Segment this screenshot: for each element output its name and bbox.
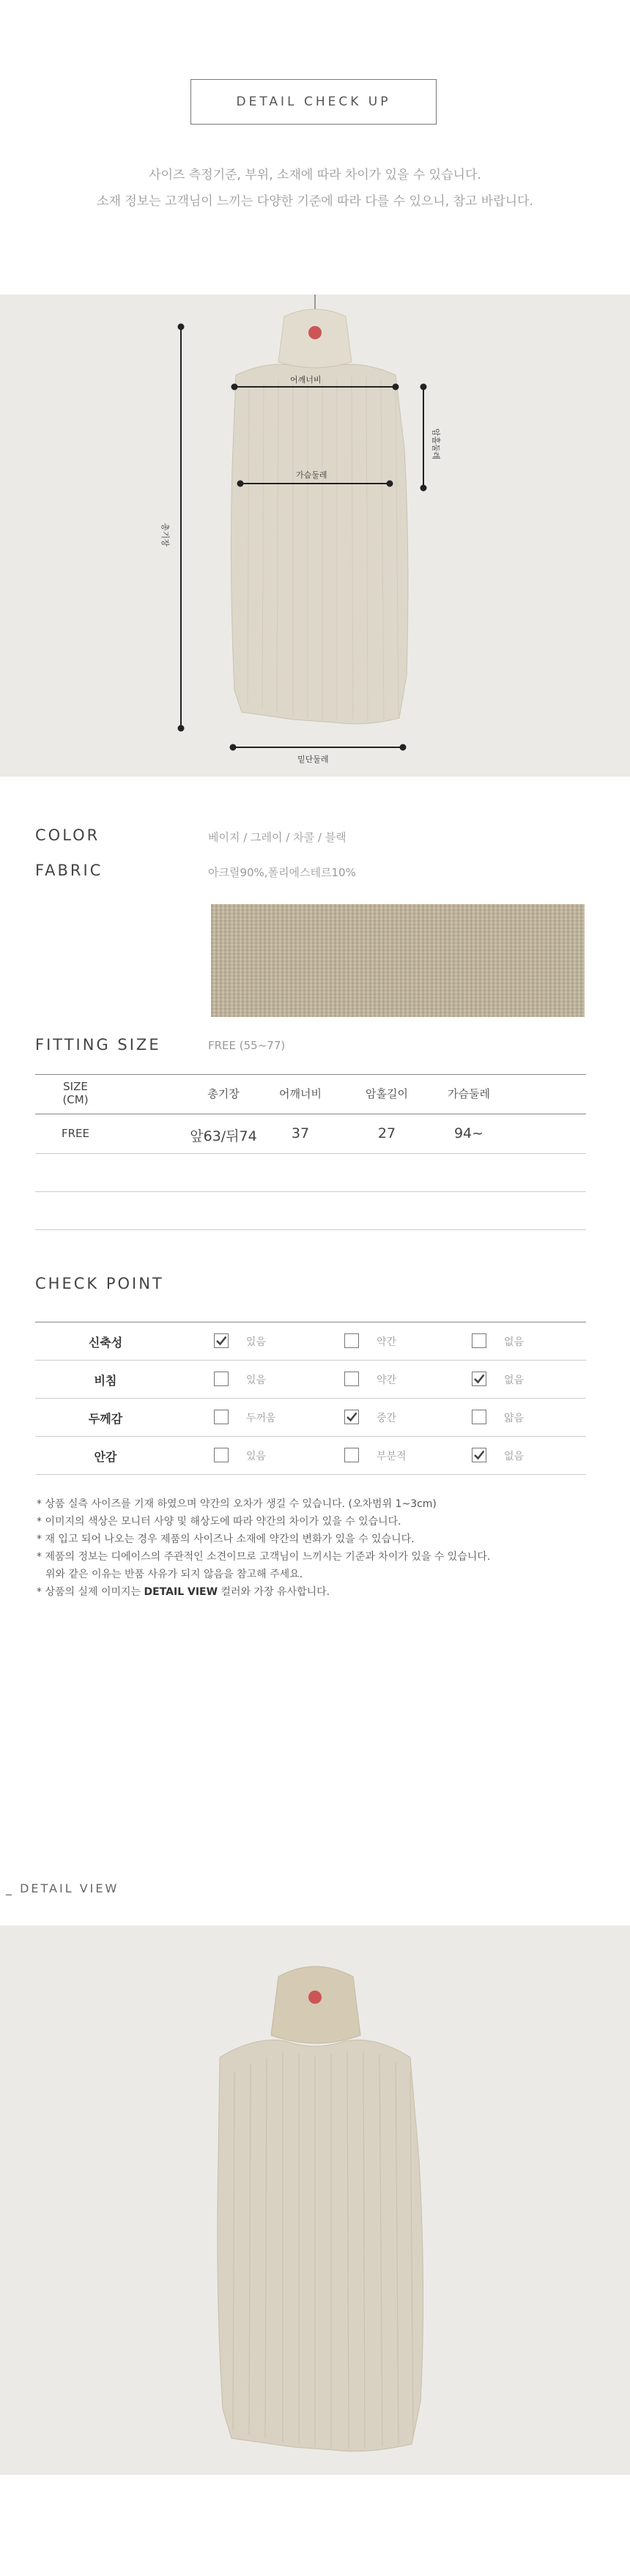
checkbox[interactable]	[344, 1372, 359, 1386]
color-value: 베이지 / 그레이 / 차콜 / 블랙	[208, 831, 346, 844]
note-6-emphasis: DETAIL VIEW	[144, 1586, 218, 1598]
fitting-header-shoulder: 어깨너비	[279, 1087, 322, 1100]
checkbox-label: 얇음	[504, 1413, 525, 1424]
checkbox-label: 부분적	[377, 1451, 407, 1462]
checkbox-label: 두꺼움	[246, 1413, 276, 1424]
checkbox-label: 있음	[246, 1451, 267, 1462]
fitting-bottom-border	[35, 1229, 586, 1230]
checkbox[interactable]	[214, 1410, 229, 1424]
check-row-border	[35, 1398, 586, 1399]
checkbox[interactable]	[344, 1333, 359, 1348]
check-row-label: 신축성	[88, 1336, 123, 1350]
fitting-header-armhole: 암홀길이	[366, 1087, 408, 1100]
checkbox[interactable]	[344, 1410, 359, 1424]
checkbox-label: 없음	[504, 1374, 525, 1386]
checkbox[interactable]	[344, 1448, 359, 1462]
fabric-label: FABRIC	[35, 862, 103, 879]
fabric-value: 아크릴90%,폴리에스테르10%	[208, 866, 356, 879]
fitting-size-value: FREE (55~77)	[208, 1039, 286, 1052]
armhole-label: 암홀둘레	[431, 428, 441, 460]
note-6-prefix: * 상품의 실제 이미지는	[37, 1586, 144, 1598]
intro-line-2: 소재 정보는 고객님이 느끼는 다양한 기준에 따라 다를 수 있으니, 참고 바랍니다.	[97, 194, 533, 209]
length-label: 총기장	[160, 523, 170, 547]
check-row-border	[35, 1474, 586, 1475]
fitting-cell-chest: 94~	[453, 1125, 484, 1141]
note-5: 위와 같은 이유는 반품 사유가 되지 않음을 참고해 주세요.	[45, 1569, 303, 1580]
checkbox-label: 있음	[246, 1374, 267, 1386]
detail-check-up-title: DETAIL CHECK UP	[190, 79, 437, 125]
vest-illustration	[0, 295, 630, 777]
note-4: * 제품의 정보는 디에이스의 주관적인 소견이므로 고객님이 느끼시는 기준과 차이가 있을 수 있습니다.	[37, 1551, 491, 1563]
checkbox-label: 없음	[504, 1336, 525, 1348]
checkbox-label: 약간	[377, 1336, 397, 1348]
fitting-header-size: SIZE (CM)	[62, 1080, 89, 1106]
detail-view-photo	[0, 1925, 630, 2475]
check-row-label: 비침	[94, 1374, 117, 1388]
fitting-header-length: 총기장	[207, 1087, 240, 1100]
fitting-empty-row-border	[35, 1191, 586, 1192]
shoulder-label: 어깨너비	[290, 375, 322, 385]
fitting-size-label: FITTING SIZE	[35, 1036, 161, 1054]
chest-label: 가슴둘레	[296, 470, 327, 480]
intro-line-1: 사이즈 측정기준, 부위, 소재에 따라 차이가 있을 수 있습니다.	[149, 168, 481, 182]
note-3: * 재 입고 되어 나오는 경우 제품의 사이즈나 소재에 약간의 변화가 있을 수 있습니다.	[37, 1533, 415, 1545]
vest-photo-illustration	[0, 1925, 630, 2475]
checkbox[interactable]	[472, 1448, 486, 1462]
fitting-cell-length: 앞63/뒤74	[190, 1128, 257, 1144]
note-2: * 이미지의 색상은 모니터 사양 및 해상도에 따라 약간의 차이가 있을 수 있습니다.	[37, 1516, 401, 1528]
fitting-cell-shoulder: 37	[291, 1125, 310, 1141]
color-label: COLOR	[35, 826, 100, 844]
fitting-cell-armhole: 27	[377, 1125, 396, 1141]
checkbox[interactable]	[472, 1410, 486, 1424]
hem-label: 밑단둘레	[297, 755, 329, 764]
check-row-label: 안감	[94, 1450, 117, 1464]
checkbox[interactable]	[472, 1372, 486, 1386]
check-row-border	[35, 1360, 586, 1361]
fitting-row-border	[35, 1153, 586, 1154]
checkbox-label: 없음	[504, 1451, 525, 1462]
checkbox-label: 있음	[246, 1336, 267, 1348]
check-row-label: 두께감	[88, 1412, 123, 1426]
note-1: * 상품 실측 사이즈를 기재 하였으며 약간의 오차가 생길 수 있습니다. (오차범위 1~3cm)	[37, 1498, 437, 1510]
measurement-diagram	[0, 295, 630, 777]
checkbox-label: 약간	[377, 1374, 397, 1386]
detail-view-label: _ DETAIL VIEW	[6, 1881, 119, 1895]
checkbox-label: 중간	[377, 1413, 397, 1424]
check-row-border	[35, 1436, 586, 1437]
fitting-table-top-border	[35, 1074, 586, 1075]
check-point-label: CHECK POINT	[35, 1275, 164, 1292]
checkbox[interactable]	[214, 1372, 229, 1386]
fabric-swatch-image	[211, 904, 585, 1017]
note-6-suffix: 컬러와 가장 유사합니다.	[218, 1586, 330, 1598]
fitting-cell-size: FREE	[61, 1127, 89, 1140]
fitting-header-chest: 가슴둘레	[448, 1087, 490, 1100]
checkbox[interactable]	[214, 1448, 229, 1462]
note-6	[37, 1584, 330, 1599]
checkbox[interactable]	[214, 1333, 229, 1348]
checkbox[interactable]	[472, 1333, 486, 1348]
